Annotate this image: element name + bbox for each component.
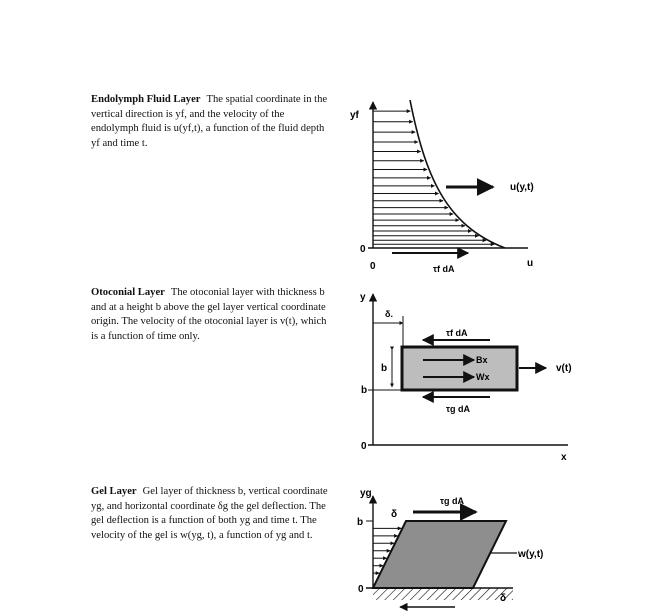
fig2-wx-label: Wx	[476, 372, 490, 382]
fig1-x-zero-label: 0	[370, 261, 376, 272]
fig2-x-label: x	[561, 452, 567, 463]
gel-heading: Gel Layer	[91, 486, 137, 497]
fig1-zero-label: 0	[360, 244, 366, 255]
fig1-y-label: yf	[350, 110, 359, 121]
fig2-delta-label: δ.	[385, 309, 393, 319]
endolymph-text: The spatial coordinate in the vertical direction is yf, and the velocity of the endolymph fluid is u(yf,t), a function of the fluid depth yf and time t.	[91, 94, 328, 149]
fig2-bottom-shear-label: τg dA	[446, 404, 471, 414]
fig1-profile-arrows	[373, 111, 494, 244]
otoconial-text: The otoconial layer with thickness b and at a height b above the gel layer vertical coordinate origin. The velocity of the otoconial layer is v(t), which is a function of time only.	[91, 287, 327, 342]
gel-block	[373, 521, 506, 588]
fig3-shear-label: τg dA	[440, 496, 465, 506]
fig2-bx-label: Bx	[476, 355, 488, 365]
fig2-thickness-label: b	[381, 363, 388, 374]
endolymph-figure	[350, 100, 534, 274]
fig3-ground-hatch	[373, 588, 513, 600]
fig3-b-tick-label: b	[357, 517, 364, 528]
fig3-delta-label: δ	[391, 509, 398, 520]
gel-text: Gel layer of thickness b, vertical coordinate yg, and horizontal coordinate δg the gel deflection. The gel deflection is a function of both yg and time t. The velocity of the gel is w(yg, t), a function of yg and t.	[91, 486, 328, 541]
gel-figure	[357, 488, 543, 607]
fig1-shear-label: τf dA	[433, 264, 455, 274]
fig3-velocity-label: w(y,t)	[518, 549, 544, 560]
fig3-zero-label: 0	[358, 584, 364, 595]
otoconial-block	[402, 347, 517, 390]
fig2-b-tick-label: b	[361, 385, 368, 396]
fig3-y-label: yg	[360, 488, 372, 499]
fig2-zero-label: 0	[361, 441, 367, 452]
fig2-top-shear-label: τf dA	[446, 328, 468, 338]
fig2-velocity-label: v(t)	[556, 363, 572, 374]
otoconial-heading: Otoconial Layer	[91, 287, 165, 298]
otoconial-figure	[360, 292, 572, 463]
endolymph-heading: Endolymph Fluid Layer	[91, 94, 201, 105]
fig3-x-label: δ	[500, 593, 507, 604]
fig1-x-label: u	[527, 258, 534, 269]
fig2-y-label: y	[360, 292, 366, 303]
fig1-velocity-label: u(y,t)	[510, 182, 534, 193]
